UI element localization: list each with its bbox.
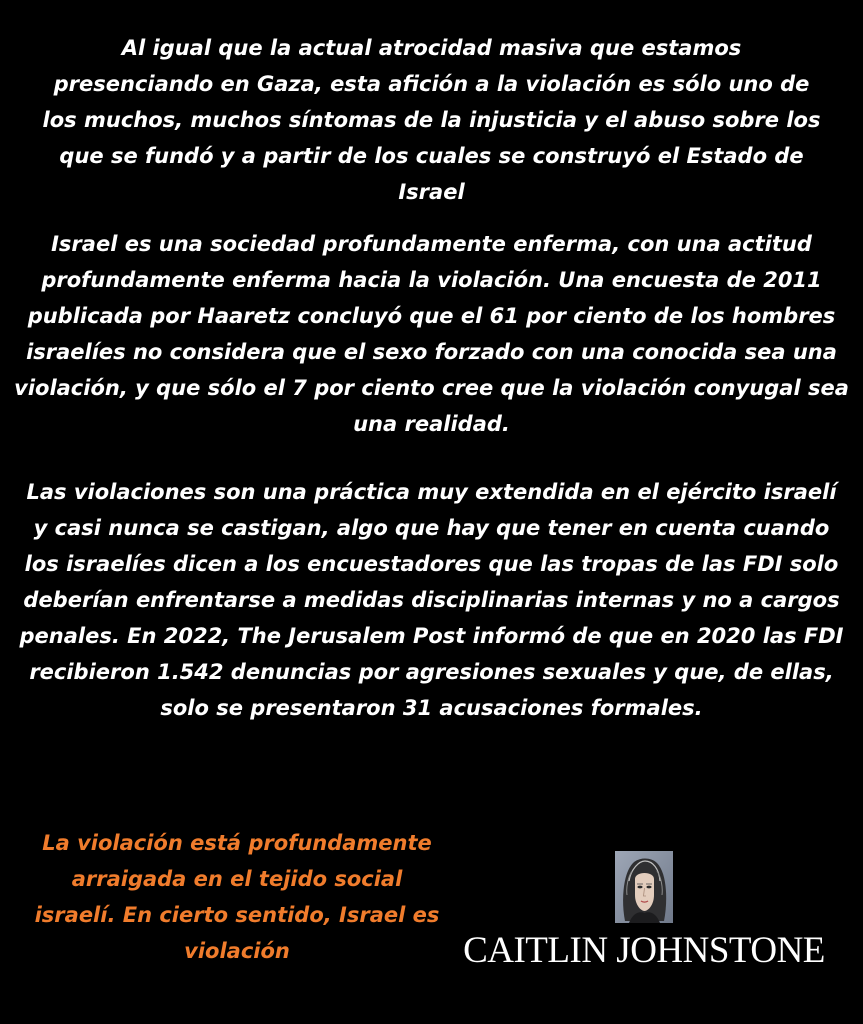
- paragraph-military: Las violaciones son una práctica muy extendida en el ejército israelí y casi nunca se castigan, algo que hay que tener en cuenta cuando los israelíes dicen a los encuestadores que las tropas de las FDI solo deberían enfrentarse a medidas disciplinarias internas y no a cargos penales. En 2022, The Jerusalem Post informó de que en 2020 las FDI recibieron 1.542 denuncias por agresiones sexuales y que, de ellas, solo se presentaron 31 acusaciones formales.: [19, 480, 844, 720]
- author-portrait-icon: [615, 851, 673, 923]
- paragraph-intro: Al igual que la actual atrocidad masiva que estamos presenciando en Gaza, esta afición a la violación es sólo uno de los muchos, muchos síntomas de la injusticia y el abuso sobre los que se fundó y a partir de los cuales se construyó el Estado de Israel: [42, 36, 821, 204]
- pull-quote: La violación está profundamente arraigada en el tejido social israelí. En cierto sentido, Israel es violación: [34, 831, 440, 963]
- paragraph-survey: Israel es una sociedad profundamente enferma, con una actitud profundamente enferma hacia la violación. Una encuesta de 2011 publicada por Haaretz concluyó que el 61 por ciento de los hombres israelíes no considera que el sexo forzado con una conocida sea una violación, y que sólo el 7 por ciento cree que la violación conyugal sea una realidad.: [14, 232, 849, 436]
- author-name: CAITLIN JOHNSTONE: [463, 930, 825, 971]
